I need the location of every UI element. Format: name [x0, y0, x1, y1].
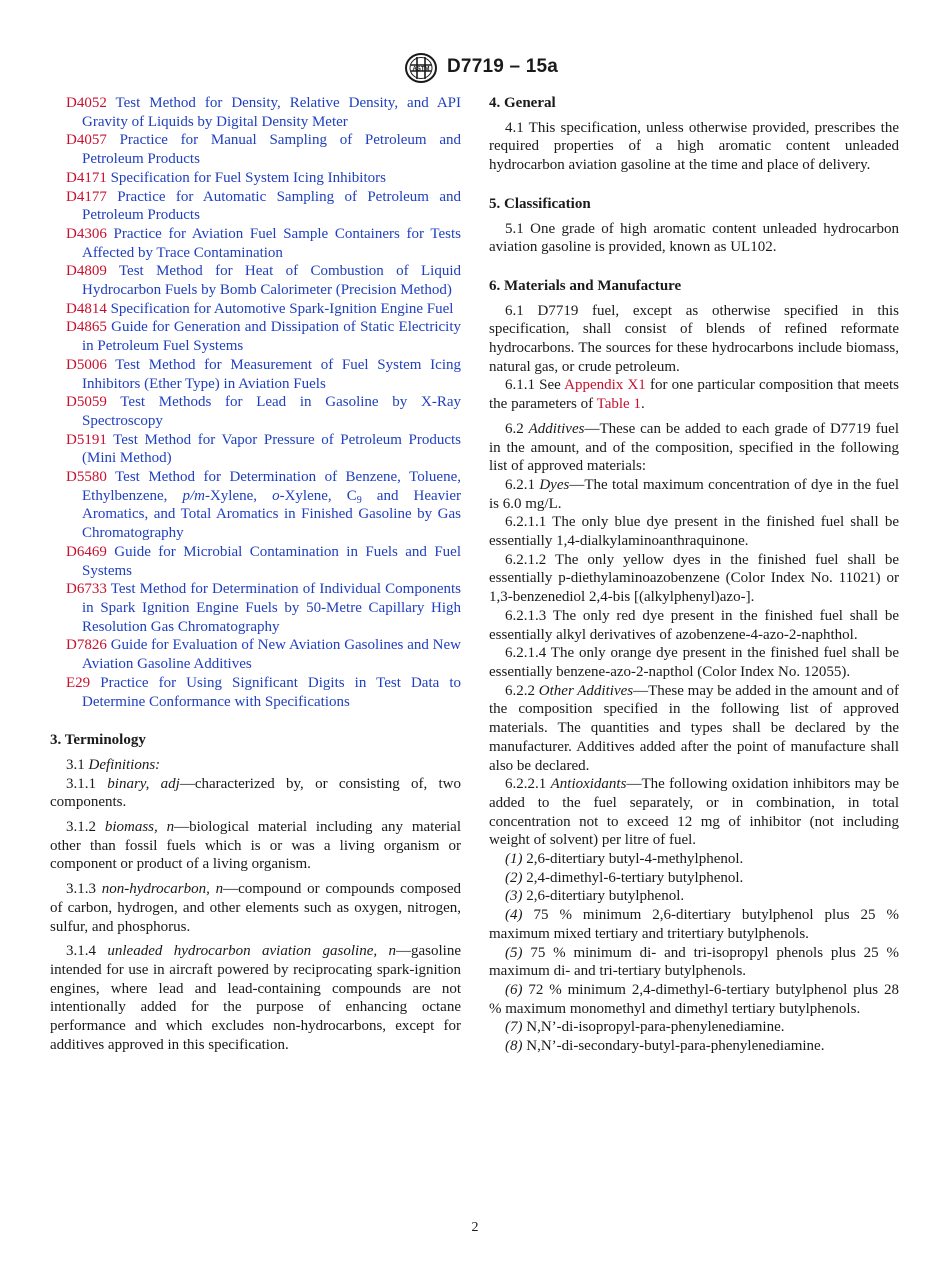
antioxidant-item [489, 850, 899, 869]
para-6-2-2-1: 6.2.2.1 Antioxidants—The following oxidation inhibitors may be added to the fuel separately, or in combination, in total concentration not to exceed 12 mg of inhibitor (not including weight of solvent) per litre of fuel. [489, 776, 900, 849]
left-column [50, 94, 461, 1054]
reference-title[interactable]: Practice for Using Significant Digits in Test Data to Determine Conformance with Specifications [82, 674, 461, 710]
antioxidant-item [489, 981, 899, 1018]
reference-item[interactable] [50, 94, 461, 131]
reference-title-part: 9 [356, 494, 362, 506]
reference-item[interactable] [50, 356, 461, 393]
reference-title-part: p/m [182, 487, 205, 504]
para-6-2-1: 6.2.1 Dyes—The total maximum concentration of dye in the fuel is 6.0 mg/L. [489, 476, 899, 512]
table-1-link[interactable]: Table 1 [596, 396, 641, 413]
antioxidant-text: 75 % minimum di- and tri-isopropyl phenols plus 25 % maximum di- and tri-tertiary butylphenols. [489, 944, 899, 980]
antioxidant-number: (2) [505, 869, 523, 886]
reference-code[interactable]: D6733 [66, 581, 107, 598]
reference-item[interactable] [50, 262, 461, 299]
reference-code[interactable]: D5580 [66, 469, 107, 486]
reference-title[interactable]: Test Method for Density, Relative Density, and API Gravity of Liquids by Digital Density Meter [82, 95, 461, 130]
para-3-1-3: 3.1.3 non-hydrocarbon, n—compound or compounds composed of carbon, hydrogen, and other elements such as oxygen, nitrogen, sulfur, and phosphorus. [50, 881, 461, 935]
reference-item[interactable] [50, 580, 461, 636]
para-3-1-2: 3.1.2 biomass, n—biological material including any material other than fossil fuels which is or was a living organism or component or product of a living organism. [50, 819, 461, 873]
reference-item[interactable] [50, 636, 461, 673]
antioxidant-item [489, 887, 899, 906]
appendix-x1-link[interactable]: Appendix X1 [564, 377, 646, 394]
antioxidant-item [489, 1037, 899, 1056]
antioxidant-item [489, 1018, 899, 1037]
antioxidant-number: (5) [505, 944, 523, 961]
para-3-1-1: 3.1.1 binary, adj—characterized by, or consisting of, two components. [50, 775, 462, 811]
antioxidant-number: (1) [505, 851, 523, 868]
reference-code[interactable]: D4306 [66, 225, 107, 242]
reference-title[interactable]: Guide for Microbial Contamination in Fuels and Fuel Systems [82, 543, 461, 579]
antioxidant-number: (7) [505, 1019, 523, 1036]
reference-item[interactable] [50, 674, 461, 711]
para-4-1: 4.1 This specification, unless otherwise provided, prescribes the required properties of a high aromatic content unleaded hydrocarbon aviation gasoline at the time and place of delivery. [489, 119, 899, 174]
reference-title[interactable]: Practice for Automatic Sampling of Petroleum and Petroleum Products [82, 188, 461, 224]
reference-code[interactable]: D4865 [66, 319, 107, 336]
reference-title-part: and Heavier Aromatics, and Total Aromatics in Finished Gasoline by Gas Chromatography [82, 487, 461, 542]
antioxidant-number: (4) [505, 907, 523, 924]
reference-item[interactable] [50, 169, 461, 188]
antioxidant-text: 2,4-dimethyl-6-tertiary butylphenol. [522, 869, 744, 886]
referenced-documents-list [50, 94, 461, 711]
reference-item[interactable] [50, 318, 461, 355]
astm-logo-icon [403, 52, 439, 84]
reference-title[interactable]: Practice for Aviation Fuel Sample Containers for Tests Affected by Trace Contamination [82, 225, 462, 261]
reference-code[interactable]: D6469 [66, 543, 107, 560]
reference-code[interactable]: D5191 [66, 431, 107, 448]
reference-code[interactable]: D4809 [66, 263, 107, 280]
antioxidant-item [489, 944, 899, 981]
reference-item[interactable] [50, 131, 461, 168]
antioxidant-text: 75 % minimum 2,6-ditertiary butylphenol plus 25 % maximum mixed tertiary and tritertiary butylphenols. [489, 907, 899, 942]
para-3-1: 3.1 Definitions: [66, 756, 161, 773]
page-header [0, 52, 950, 86]
reference-item[interactable] [50, 431, 461, 468]
section-heading-materials: 6. Materials and Manufacture [489, 277, 682, 294]
reference-code[interactable]: D4052 [66, 95, 107, 111]
reference-code[interactable]: D4177 [66, 188, 107, 205]
reference-item[interactable] [50, 300, 461, 319]
document-id: D7719 – 15a [447, 56, 559, 77]
page-number: 2 [471, 1220, 479, 1235]
reference-title-part: -Xylene, [204, 487, 273, 504]
reference-title[interactable]: Test Methods for Lead in Gasoline by X-Ray Spectroscopy [82, 394, 461, 429]
para-6-1-1: 6.1.1 See Appendix X1 for one particular composition that meets the parameters of Table 1. [489, 377, 899, 413]
reference-code[interactable]: D4171 [66, 169, 107, 186]
antioxidant-number: (6) [505, 981, 523, 998]
antioxidant-text: 2,6-ditertiary butylphenol. [522, 888, 685, 905]
para-6-2-1-1: 6.2.1.1 The only blue dye present in the finished fuel shall be essentially 1,4-dialkylaminoanthraquinone. [489, 514, 899, 550]
reference-title[interactable]: Test Method for Determination of Individual Components in Spark Ignition Engine Fuels by 50-Metre Capillary High Resolution Gas Chromatography [82, 581, 461, 635]
para-6-2-1-3: 6.2.1.3 The only red dye present in the finished fuel shall be essentially alkyl derivatives of azobenzene-4-azo-2-naphthol. [489, 607, 899, 643]
para-6-1: 6.1 D7719 fuel, except as otherwise specified in this specification, shall consist of blends of refined reformate hydrocarbons. The sources for these hydrocarbons include biomass, natural gas, or crude petroleum. [489, 302, 899, 375]
reference-item[interactable] [50, 393, 461, 430]
para-6-2-2: 6.2.2 Other Additives—These may be added in the amount and of the composition specified in the following list of approved materials. The quantities and types shall be declared by the manufacturer. Additives added after the point of manufacture shall also be declared. [489, 682, 899, 774]
antioxidant-text: N,N’-di-isopropyl-para-phenylenediamine. [522, 1019, 785, 1036]
reference-title[interactable]: Specification for Fuel System Icing Inhibitors [110, 169, 386, 186]
section-heading-classification: 5. Classification [489, 195, 591, 212]
antioxidant-number: (8) [505, 1038, 523, 1055]
right-column [489, 94, 899, 1056]
reference-item[interactable] [50, 543, 461, 580]
reference-title-part: Test Method for Determination of Benzene, Toluene, Ethylbenzene, [82, 469, 461, 504]
reference-code[interactable]: D4814 [66, 300, 107, 317]
para-6-2: 6.2 Additives—These can be added to each grade of D7719 fuel in the amount, and of the composition, specified in the following list of approved materials: [489, 420, 900, 475]
antioxidant-item [489, 869, 899, 888]
reference-title[interactable]: Test Method for Vapor Pressure of Petroleum Products (Mini Method) [82, 431, 461, 467]
antioxidant-text: 2,6-ditertiary butyl-4-methylphenol. [522, 851, 744, 868]
reference-title[interactable]: Guide for Generation and Dissipation of Static Electricity in Petroleum Fuel Systems [82, 319, 461, 355]
antioxidant-item [489, 906, 899, 943]
reference-title[interactable]: Practice for Manual Sampling of Petroleum and Petroleum Products [82, 132, 461, 168]
reference-title[interactable]: Guide for Evaluation of New Aviation Gasolines and New Aviation Gasoline Additives [82, 637, 462, 673]
antioxidant-text: N,N’-di-secondary-butyl-para-phenylenediamine. [522, 1038, 825, 1055]
reference-title[interactable]: Specification for Automotive Spark-Ignition Engine Fuel [110, 300, 454, 317]
reference-code[interactable]: D4057 [66, 132, 107, 149]
para-5-1: 5.1 One grade of high aromatic content unleaded hydrocarbon aviation gasoline is provided, known as UL102. [489, 220, 899, 256]
antioxidant-text: 72 % minimum 2,4-dimethyl-6-tertiary butylphenol plus 28 % maximum monomethyl and dimethyl tertiary butylphenols. [489, 981, 899, 1017]
reference-item[interactable] [50, 468, 461, 543]
reference-title-part: -Xylene, C [279, 487, 357, 504]
section-heading-terminology: 3. Terminology [50, 732, 146, 749]
reference-item[interactable] [50, 225, 461, 262]
reference-title[interactable] [82, 469, 461, 541]
para-6-2-1-2: 6.2.1.2 The only yellow dyes in the finished fuel shall be essentially p-diethylaminoazobenzene (Color Index No. 11021) or 1,3-benzenediol 2,4-bis [(alkylphenyl)azo-]. [489, 551, 899, 606]
reference-code[interactable]: D7826 [66, 637, 107, 654]
reference-code[interactable]: D5059 [66, 394, 107, 411]
section-heading-general: 4. General [489, 95, 556, 111]
reference-code[interactable]: E29 [66, 674, 91, 691]
antioxidant-list [489, 850, 899, 1056]
svg-text:ASTM: ASTM [412, 66, 430, 73]
para-6-2-1-4: 6.2.1.4 The only orange dye present in the finished fuel shall be essentially benzene-azo-2-napthol (Color Index No. 12055). [489, 645, 899, 680]
reference-title[interactable]: Test Method for Heat of Combustion of Liquid Hydrocarbon Fuels by Bomb Calorimeter (Precision Method) [82, 263, 461, 299]
reference-title[interactable]: Test Method for Measurement of Fuel System Icing Inhibitors (Ether Type) in Aviation Fuels [82, 356, 461, 392]
reference-item[interactable] [50, 188, 461, 225]
reference-code[interactable]: D5006 [66, 356, 107, 373]
antioxidant-number: (3) [505, 888, 523, 905]
reference-title-part: o [272, 487, 280, 504]
para-3-1-4: 3.1.4 unleaded hydrocarbon aviation gasoline, n—gasoline intended for use in aircraft powered by reciprocating spark-ignition engines, where lead and lead-containing compounds are not intentionally added for the purpose of enhancing octane performance and which excludes non-hydrocarbons, except for additives approved in this specification. [50, 943, 461, 1053]
